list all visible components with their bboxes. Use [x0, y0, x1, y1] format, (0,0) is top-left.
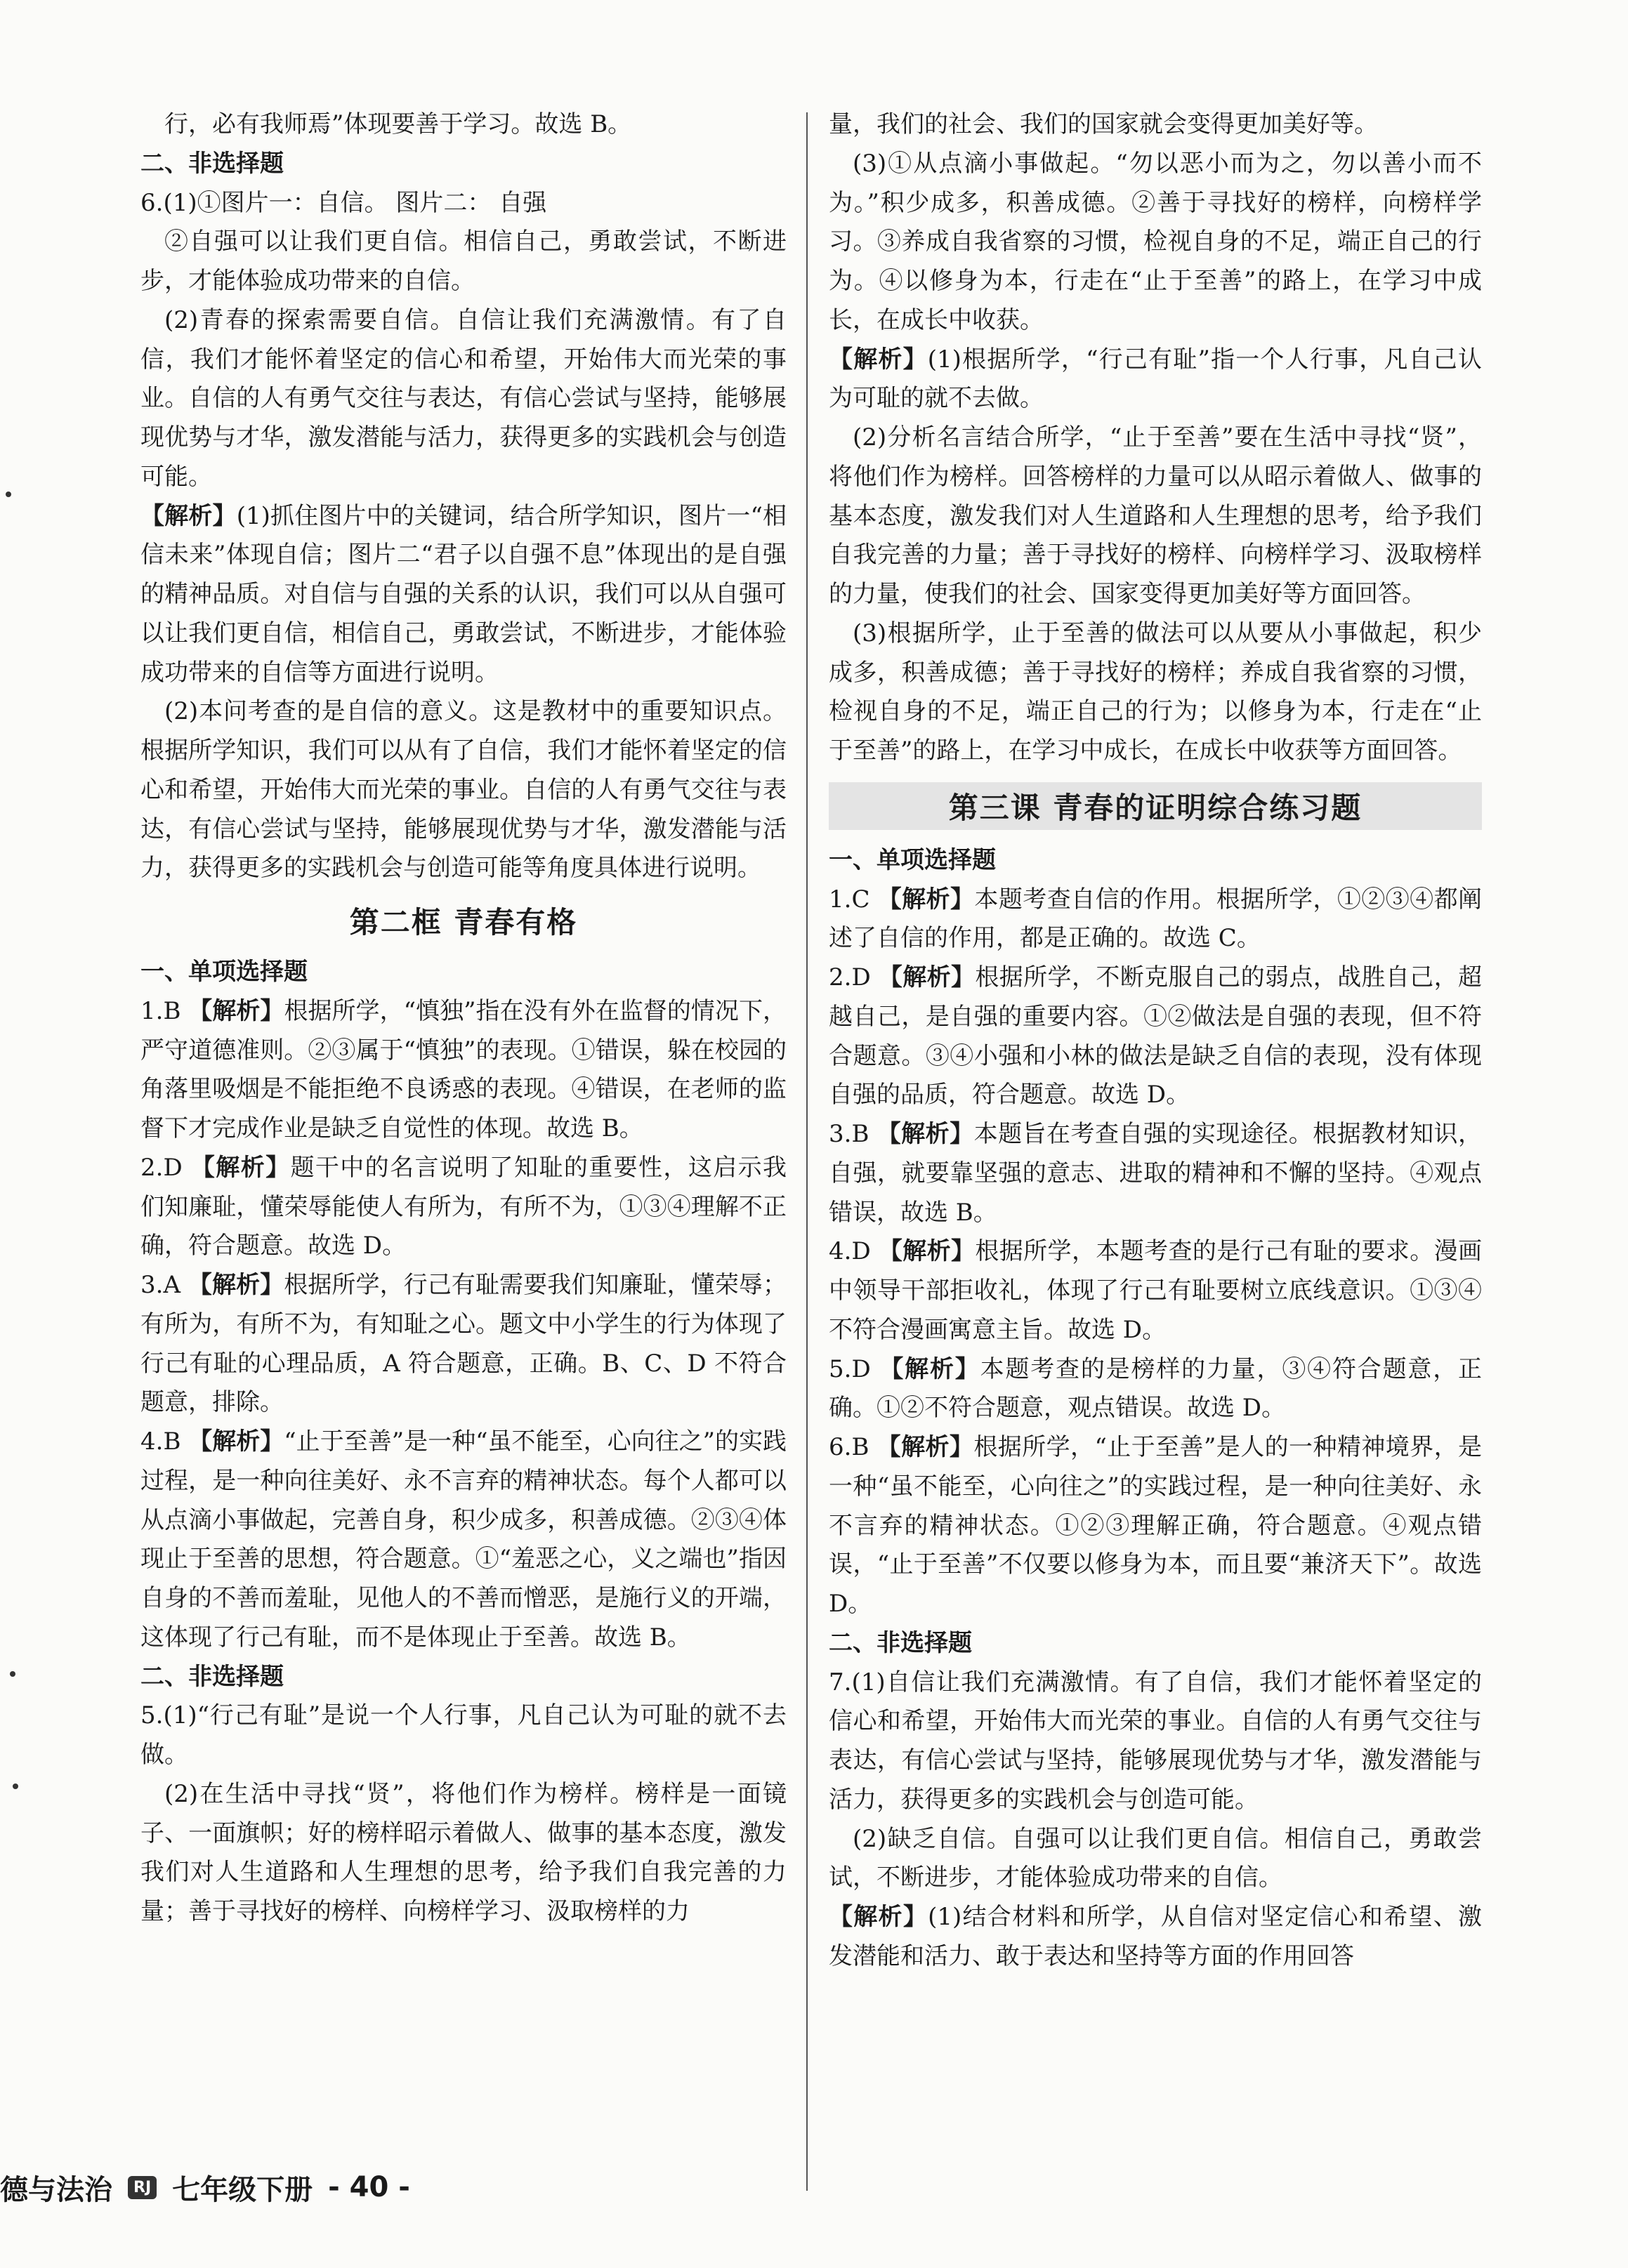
q7-analysis-1: (1)结合材料和所学，从自信对坚定信心和希望、激发潜能和活力、敢于表达和坚持等方面的作用回答: [829, 1903, 1482, 1970]
q7-analysis: [829, 1898, 1482, 1977]
q6-analysis-1: (1)抓住图片中的关键词，结合所学知识，图片一“相信未来”体现自信；图片二“君子以自强不息”体现出的是自强的精神品质。对自信与自强的关系的认识，我们可以从自强可以让我们更自信，相信自己，勇敢尝试，不断进步，才能体验成功带来的自信等方面进行说明。: [140, 501, 787, 687]
answer-num: 1.C: [829, 885, 878, 914]
answer-body: 根据所学，行己有耻需要我们知廉耻，懂荣辱；有所为，有所不为，有知耻之心。题文中小学生的行为体现了行己有耻的心理品质，A 符合题意，正确。B、C、D 不符合题意，排除。: [140, 1271, 787, 1417]
edition-badge: RJ: [128, 2176, 157, 2199]
q6-part1: 6.(1)①图片一：自信。 图片二： 自强: [140, 188, 547, 217]
answer-body: 根据所学，“止于至善”是人的一种精神境界，是一种“虽不能至，心向往之”的实践过程，是一种向往美好、永不言弃的精神状态。①②③理解正确，符合题意。④观点错误，“止于至善”不仅要以修身为本，而且要“兼济天下”。故选 D。: [829, 1433, 1483, 1618]
heading-nonchoice-2: 二、非选择题: [140, 1662, 284, 1691]
answer-r2: [829, 958, 1482, 1115]
analysis-tag: 【解析】: [829, 345, 928, 374]
answer-num: 6.B: [829, 1433, 877, 1461]
analysis-tag: 【解析】: [188, 996, 284, 1025]
q5-part3: (3)①从点滴小事做起。“勿以恶小而为之，勿以善小而不为。”积少成多，积善成德。②善于寻找好的榜样，向榜样学习。③养成自我省察的习惯，检视自身的不足，端正自己的行为。④以修身为本，行走在“止于至善”的路上，在学习中成长，在成长中收获。: [829, 149, 1482, 334]
section-title-2: 第二框 青春有格: [349, 905, 578, 939]
analysis-tag: 【解析】: [878, 1237, 976, 1266]
answer-num: 5.D: [829, 1354, 880, 1383]
q6-analysis-2: (2)本问考查的是自信的意义。这是教材中的重要知识点。根据所学知识，我们可以从有了自信，我们才能怀着坚定的信心和希望，开始伟大而光荣的事业。自信的人有勇气交往与表达，有信心尝试与坚持，能够展现优势与才华，激发潜能与活力，获得更多的实践机会与创造可能等角度具体进行说明。: [140, 697, 787, 883]
answer-r1: [829, 881, 1482, 959]
answer-num: 2.D: [140, 1153, 191, 1182]
margin-dot: [10, 1671, 15, 1677]
margin-dot: [13, 1784, 18, 1789]
footer-subject: 德与法治: [0, 2173, 112, 2206]
left-text: [140, 105, 787, 888]
analysis-tag: 【解析】: [877, 1433, 974, 1461]
analysis-tag: 【解析】: [877, 885, 975, 914]
answer-2: [140, 1149, 787, 1266]
answer-body: 根据所学，本题考查的是行己有耻的要求。漫画中领导干部拒收礼，体现了行己有耻要树立底线意识。①③④不符合漫画寓意主旨。故选 D。: [829, 1237, 1483, 1344]
answer-r3: [829, 1115, 1482, 1232]
right-column: [829, 105, 1482, 1977]
answer-num: 1.B: [140, 996, 189, 1025]
page-number: - 40 -: [328, 2171, 410, 2203]
answer-body: 本题考查自信的作用。根据所学，①②③④都阐述了自信的作用，都是正确的。故选 C。: [829, 885, 1483, 953]
answer-body: 根据所学，“慎独”指在没有外在监督的情况下，严守道德准则。②③属于“慎独”的表现。①错误，躲在校园的角落里吸烟是不能拒绝不良诱惑的表现。④错误，在老师的监督下才完成作业是缺乏自觉性的体现。故选 B。: [140, 996, 787, 1142]
left-text-2: [140, 953, 787, 1932]
q5-analysis-1: (1)根据所学，“行己有耻”指一个人行事，凡自己认为可耻的就不去做。: [829, 345, 1482, 413]
analysis-tag: 【解析】: [878, 963, 976, 991]
q5-analysis: [829, 341, 1482, 419]
answer-num: 4.D: [829, 1237, 879, 1266]
answer-4: [140, 1423, 787, 1658]
page-footer: [0, 2163, 632, 2212]
heading-choice: 一、单项选择题: [829, 845, 996, 874]
q6-part2: (2)青春的探索需要自信。自信让我们充满激情。有了自信，我们才能怀着坚定的信心和希望，开始伟大而光荣的事业。自信的人有勇气交往与表达，有信心尝试与坚持，能够展现优势与才华，激发潜能与活力，获得更多的实践机会与创造可能。: [140, 305, 787, 491]
q6-part1b: ②自强可以让我们更自信。相信自己，勇敢尝试，不断进步，才能体验成功带来的自信。: [140, 228, 787, 295]
answer-r5: [829, 1350, 1482, 1429]
answer-body: 本题旨在考查自强的实现途径。根据教材知识，自强，就要靠坚强的意志、进取的精神和不懈的坚持。④观点错误，故选 B。: [829, 1120, 1483, 1227]
answer-3: [140, 1266, 787, 1423]
answer-num: 2.D: [829, 963, 879, 991]
right-text-2: [829, 841, 1482, 1977]
q5-part1: 5.(1)“行己有耻”是说一个人行事，凡自己认为可耻的就不去做。: [140, 1701, 787, 1769]
heading-nonchoice: 二、非选择题: [829, 1628, 972, 1657]
q5-analysis-2: (2)分析名言结合所学，“止于至善”要在生活中寻找“贤”，将他们作为榜样。回答榜样的力量可以从昭示着做人、做事的基本态度，激发我们对人生道路和人生理想的思考，给予我们自我完善的力量；善于寻找好的榜样、向榜样学习、汲取榜样的力量，使我们的社会、国家变得更加美好等方面回答。: [829, 423, 1482, 608]
heading-choice: 一、单项选择题: [140, 958, 308, 986]
answer-body: “止于至善”是一种“虽不能至，心向往之”的实践过程，是一种向往美好、永不言弃的精神状态。每个人都可以从点滴小事做起，完善自身，积少成多，积善成德。②③④体现止于至善的思想，符合题意。①“羞恶之心，义之端也”指因自身的不善而羞耻，见他人的不善而憎恶，是施行义的开端，这体现了行己有耻，而不是体现止于至善。故选 B。: [140, 1428, 787, 1651]
answer-num: 3.B: [829, 1120, 877, 1148]
column-divider: [806, 112, 808, 2191]
heading-nonchoice: 二、非选择题: [140, 149, 284, 178]
footer-grade: 七年级下册: [172, 2173, 313, 2206]
analysis-tag: 【解析】: [879, 1354, 980, 1383]
q5-analysis-3: (3)根据所学，止于至善的做法可以从要从小事做起，积少成多，积善成德；善于寻找好的榜样；养成自我省察的习惯，检视自身的不足，端正自己的行为；以修身为本，行走在“止于至善”的路上，在学习中成长，在成长中收获等方面回答。: [829, 619, 1482, 765]
analysis-tag: 【解析】: [829, 1903, 928, 1931]
answer-r6: [829, 1428, 1482, 1624]
section-title-3: 第三课 青春的证明综合练习题: [829, 782, 1482, 830]
answer-r4: [829, 1232, 1482, 1350]
intro-line: 行，必有我师焉”体现要善于学习。故选 B。: [164, 110, 632, 138]
q6-analysis: [140, 497, 787, 693]
analysis-tag: 【解析】: [188, 1428, 284, 1456]
q7-part2: (2)缺乏自信。自强可以让我们更自信。相信自己，勇敢尝试，不断进步，才能体验成功带来的自信。: [829, 1824, 1482, 1892]
analysis-tag: 【解析】: [188, 1271, 284, 1299]
q7-part1: 7.(1)自信让我们充满激情。有了自信，我们才能怀着坚定的信心和希望，开始伟大而光荣的事业。自信的人有勇气交往与表达，有信心尝试与坚持，能够展现优势与才华，激发潜能与活力，获得更多的实践机会与创造可能。: [829, 1668, 1482, 1814]
answer-body: 题干中的名言说明了知耻的重要性，这启示我们知廉耻，懂荣辱能使人有所为，有所不为，①③④理解不正确，符合题意。故选 D。: [140, 1153, 787, 1260]
right-text: [829, 105, 1482, 771]
q5-part2: (2)在生活中寻找“贤”，将他们作为榜样。榜样是一面镜子、一面旗帜；好的榜样昭示着做人、做事的基本态度，激发我们对人生道路和人生理想的思考，给予我们自我完善的力量；善于寻找好的榜样、向榜样学习、汲取榜样的力: [140, 1779, 787, 1925]
left-column: [140, 105, 787, 1932]
answer-body: 本题考查的是榜样的力量，③④符合题意，正确。①②不符合题意，观点错误。故选 D。: [829, 1354, 1483, 1423]
analysis-tag: 【解析】: [190, 1153, 291, 1182]
analysis-tag: 【解析】: [140, 501, 237, 530]
margin-dot: [6, 492, 11, 497]
answer-num: 3.A: [140, 1271, 188, 1299]
answer-body: 根据所学，不断克服自己的弱点，战胜自己，超越自己，是自强的重要内容。①②做法是自强的表现，但不符合题意。③④小强和小林的做法是缺乏自信的表现，没有体现自强的品质，符合题意。故选 D。: [829, 963, 1483, 1109]
continued-line: 量，我们的社会、我们的国家就会变得更加美好等。: [829, 110, 1378, 138]
analysis-tag: 【解析】: [877, 1120, 974, 1148]
answer-1: [140, 992, 787, 1149]
answer-num: 4.B: [140, 1428, 189, 1456]
